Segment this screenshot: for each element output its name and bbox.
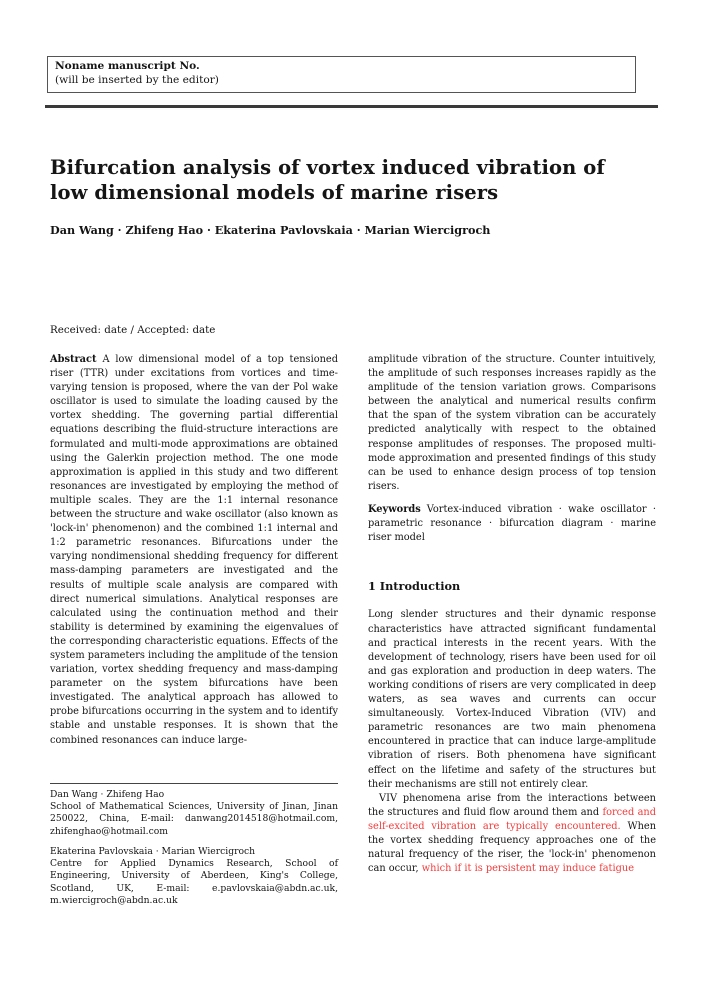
keywords-text: Vortex-induced vibration · wake oscillator · parametric resonance · bifurcation diagram · marine riser model (368, 503, 656, 544)
red-highlighted-text: which if it is persistent may induce fatigue (421, 863, 635, 875)
red-highlighted-text: forced and self-excited vibration are typically encountered. (368, 806, 656, 832)
keywords-label: Keywords (368, 503, 421, 515)
footnote-authors-2: Ekaterina Pavlovskaia · Marian Wiercigroch (50, 845, 256, 857)
abstract-paragraph (50, 353, 338, 748)
body-text-segment: VIV phenomena arise from the interactions between the structures and fluid flow around them and (368, 792, 656, 818)
editor-note-line: (will be inserted by the editor) (55, 73, 219, 86)
section-heading-introduction: 1 Introduction (368, 579, 461, 594)
abstract-label: Abstract (50, 354, 97, 365)
manuscript-number-line: Noname manuscript No. (55, 60, 200, 72)
footnote-authors-1: Dan Wang · Zhifeng Hao (50, 789, 165, 800)
keywords-paragraph (368, 503, 656, 545)
abstract-continued-paragraph: amplitude vibration of the structure. Counter intuitively, the amplitude of such responses increases rapidly as the amplitude of the tension variation grows. Comparisons between the analytical and numerical results confirm that the span of the system vibration can be accurately predicted analytically with respect to the obtained response amplitudes of responses. The proposed multi-mode approximation and presented findings of this study can be used to enhance design process of top tension risers. (368, 354, 656, 492)
authors-line: Dan Wang · Zhifeng Hao · Ekaterina Pavlovskaia · Marian Wiercigroch (50, 223, 491, 237)
manuscript-header-box (47, 56, 636, 93)
intro-paragraph-2 (368, 792, 656, 877)
intro-paragraph-1: Long slender structures and their dynamic response characteristics have attracted significant fundamental and practical interests in the recent years. With the development of technology, risers have been used for oil and gas exploration and production in deep waters. The working conditions of risers are very complicated in deep waters, as sea waves and currents can occur simultaneously. Vortex-Induced Vibration (VIV) and parametric resonances are two main phenomena encountered in practice that can induce large-amplitude vibration of risers. Both phenomena have significant effect on the lifetime and safety of the structures but their mechanisms are still not entirely clear. (368, 609, 656, 790)
received-accepted-line: Received: date / Accepted: date (50, 324, 216, 336)
footnote-block-2 (50, 846, 338, 907)
body-text-segment: When the vortex shedding frequency approaches one of the natural frequency of the riser, the 'lock-in' phenomenon can occur, (368, 820, 657, 875)
footnote-block-1 (50, 789, 338, 838)
abstract-text: A low dimensional model of a top tensioned riser (TTR) under excitations from vortices and time-varying tension is proposed, where the van der Pol wake oscillator is used to simulate the loading caused by the vortex shedding. The governing partial differential equations describing the fluid-structure interactions are formulated and multi-mode approximations are obtained using the Galerkin projection method. The one mode approximation is applied in this study and two different resonances are investigated by employing the method of multiple scales. They are the 1:1 internal resonance between the structure and wake oscillator (also known as 'lock-in' phenomenon) and the combined 1:1 internal and 1:2 parametric resonances. Bifurcations under the varying nondimensional shedding frequency for different mass-damping parameters are investigated and the results of multiple scale analysis are compared with direct numerical simulations. Analytical responses are calculated using the continuation method and their stability is determined by examining the eigenvalues of the corresponding characteristic equations. Effects of the system parameters including the amplitude of the tension variation, vortex shedding frequency and mass-damping parameter on the system bifurcations have been investigated. The analytical approach has allowed to probe bifurcations occurring in the system and to identify stable and unstable responses. It is shown that the combined resonances can induce large- (50, 354, 338, 746)
header-rule (45, 105, 658, 108)
footnote-block (50, 783, 338, 907)
page-title: Bifurcation analysis of vortex induced vibration of low dimensional models of marine risers (50, 156, 605, 205)
footnote-affiliation-2: Centre for Applied Dynamics Research, School of Engineering, University of Aberdeen, King's College, Scotland, UK, E-mail: e.pavlovskaia@abdn.ac.uk, m.wiercigroch@abdn.ac.uk (50, 858, 338, 906)
right-column (368, 353, 656, 876)
footnote-affiliation-1: School of Mathematical Sciences, University of Jinan, Jinan 250022, China, E-mail: danwang2014518@hotmail.com, zhifenghao@hotmail.com (50, 801, 338, 837)
